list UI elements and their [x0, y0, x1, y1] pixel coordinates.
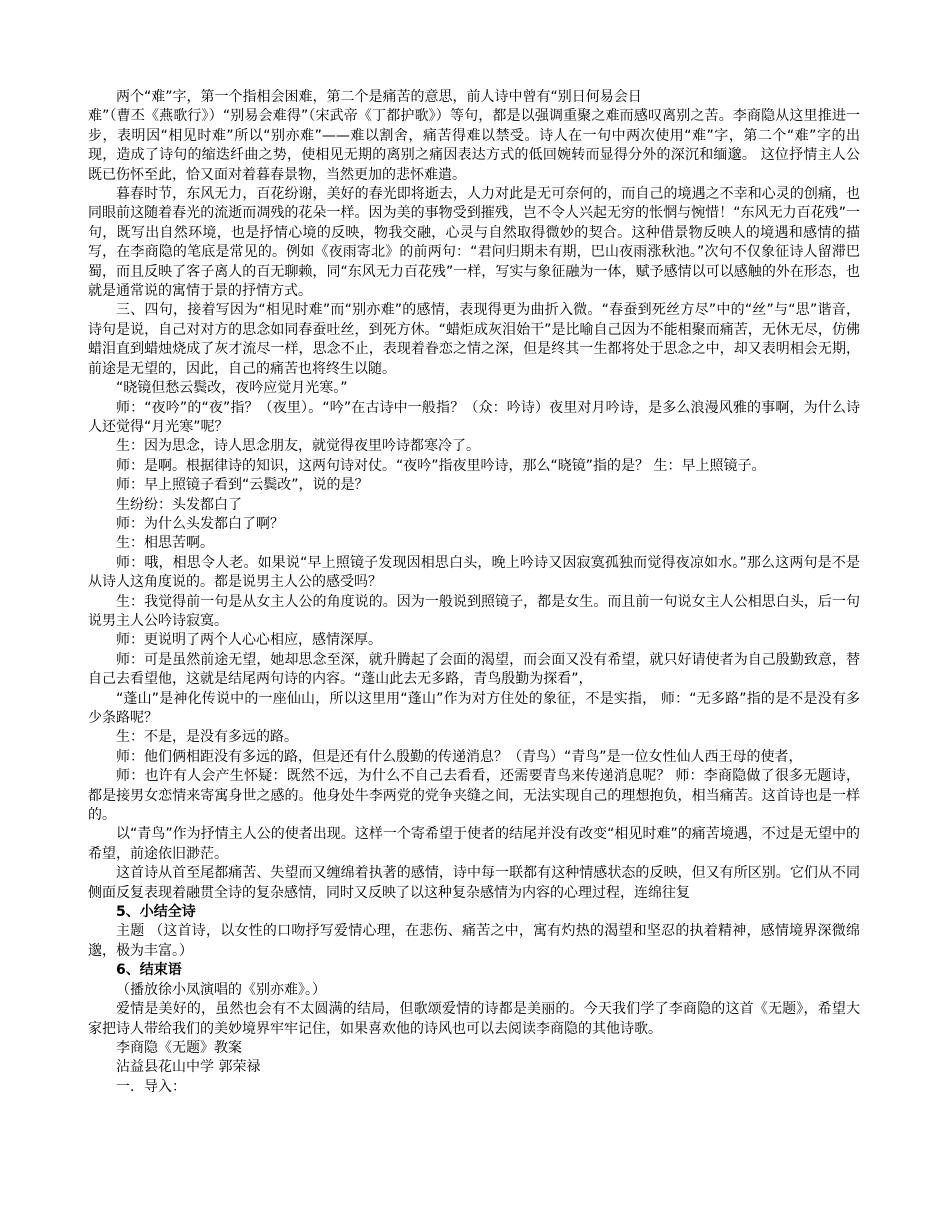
body-paragraph: 李商隐《无题》教案 [116, 1039, 242, 1056]
body-paragraph: 两个“难”字，第一个指相会困难，第二个是痛苦的意思，前人诗中曾有“别日何易会日 [116, 89, 642, 105]
body-paragraph: 爱情是美好的，虽然也会有不太圆满的结局，但歌颂爱情的诗都是美丽的。今天我们学了李商隐的这首《无题》，希望大家把诗人带给我们的美妙境界牢牢记住，如果喜欢他的诗风也可以去阅读李商隐的其他诗歌。 [88, 1001, 860, 1037]
body-paragraph: 师：为什么头发都白了啊？ [116, 515, 284, 532]
body-paragraph: 师：“夜吟”的“夜”指？（夜里）。“吟”在古诗中一般指？（众：吟诗）夜里对月吟诗，是多么浪漫风雅的事啊，为什么诗人还觉得“月光寒”呢？ [88, 399, 860, 435]
body-paragraph: 6、结束语 [116, 962, 182, 979]
body-paragraph: 师：哦，相思令人老。如果说“早上照镜子发现因相思白头，晚上吟诗又因寂寞孤独而觉得夜凉如水。”那么这两句是不是从诗人这角度说的。都是说男主人公的感受吗？ [88, 554, 860, 591]
body-paragraph: 师：是啊。根据律诗的知识，这两句诗对仗。“夜吟”指夜里吟诗，那么“晓镜”指的是？ 生：早上照镜子。 [116, 457, 766, 474]
body-paragraph: 主题 （这首诗，以女性的口吻抒写爱情心理，在悲伤、痛苦之中，寓有灼热的渴望和坚忍的执着精神，感情境界深微绵邈，极为丰富。） [88, 923, 860, 959]
body-paragraph: 生：我觉得前一句是从女主人公的角度说的。因为一般说到照镜子，都是女生。而且前一句说女主人公相思白头，后一句说男主人公吟诗寂寞。 [88, 593, 860, 629]
body-paragraph: 生：因为思念，诗人思念朋友，就觉得夜里吟诗都寒冷了。 [116, 438, 480, 455]
body-paragraph: 生：不是，是没有多远的路。 [116, 729, 298, 746]
body-paragraph: 沾益县花山中学 郭荣禄 [116, 1059, 261, 1076]
body-paragraph: “晓镜但愁云鬓改，夜吟应觉月光寒。” [116, 380, 348, 397]
body-paragraph: 师：可是虽然前途无望，她却思念至深，就升腾起了会面的渴望，而会面又没有希望，就只好请使者为自己殷勤致意，替自己去看望他，这就是结尾两句诗的内容。“蓬山此去无多路，青鸟殷勤为探看”， [88, 651, 860, 688]
document-page [88, 88, 860, 1097]
body-paragraph: 师：更说明了两个人心心相应，感情深厚。 [116, 632, 382, 649]
body-paragraph: 一．导入： [116, 1078, 186, 1095]
body-paragraph: “蓬山”是神化传说中的一座仙山，所以这里用“蓬山”作为对方住处的象征，不是实指， 师：“无多路”指的是不是没有多少条路呢？ [88, 690, 860, 726]
body-paragraph: 生：相思苦啊。 [116, 535, 214, 552]
body-paragraph: 师：早上照镜子看到“云鬓改”，说的是？ [116, 477, 369, 494]
body-paragraph: 这首诗从首至尾都痛苦、失望而又缠绵着执著的感情，诗中每一联都有这种情感状态的反映，但又有所区别。它们从不同侧面反复表现着融贯全诗的复杂感情，同时又反映了以这种复杂感情为内容的心理过程，连绵往复 [88, 865, 860, 901]
body-paragraph: 师：他们俩相距没有多远的路，但是还有什么殷勤的传递消息？（青鸟）“青鸟”是一位女性仙人西王母的使者， [116, 748, 803, 765]
body-paragraph: 生纷纷：头发都白了 [116, 496, 242, 513]
body-paragraph: 难”（曹丕《燕歌行》）“别易会难得”（宋武帝《丁都护歌》）等句，都是以强调重聚之难而感叹离别之苦。李商隐从这里推进一步，表明因“相见时难”所以“别亦难”——难以割舍，痛苦得难以禁受。诗人在一句中两次使用“难”字，第二个“难”字的出现，造成了诗句的缩迭纤曲之势，使相见无期的离别之痛因表达方式的低回婉转而显得分外的深沉和缅邈。 这位抒情主人公既已伤怀至此，恰又面对着暮春景物，当然更加的悲怀难遣。 [88, 108, 860, 183]
body-paragraph: 以“青鸟”作为抒情主人公的使者出现。这样一个寄希望于使者的结尾并没有改变“相见时难”的痛苦境遇，不过是无望中的希望，前途依旧渺茫。 [88, 826, 860, 862]
body-paragraph: 5、小结全诗 [116, 904, 196, 921]
body-paragraph: 三、四句，接着写因为“相见时难”而“别亦难”的感情，表现得更为曲折入微。“春蚕到死丝方尽”中的“丝”与“思”谐音，诗句是说，自己对对方的思念如同春蚕吐丝，到死方休。“蜡炬成灰泪始干”是比喻自己因为不能相聚而痛苦，无休无尽，仿佛蜡泪直到蜡烛烧成了灰才流尽一样，思念不止，表现着眷恋之情之深，但是终其一生都将处于思念之中，却又表明相会无期，前途是无望的，因此，自己的痛苦也将终生以随。 [88, 302, 860, 377]
body-paragraph: 暮春时节，东风无力，百花纷谢，美好的春光即将逝去，人力对此是无可奈何的，而自己的境遇之不幸和心灵的创痛，也同眼前这随着春光的流逝而凋残的花朵一样。因为美的事物受到摧残，岂不令人兴起无穷的怅惘与惋惜！“东风无力百花残”一句，既写出自然环境，也是抒情心境的反映，物我交融，心灵与自然取得微妙的契合。这种借景物反映人的境遇和感情的描写，在李商隐的笔底是常见的。例如《夜雨寄北》的前两句：“君问归期未有期，巴山夜雨涨秋池。”次句不仅象征诗人留滞巴蜀，而且反映了客子离人的百无聊赖，同“东风无力百花残”一样，写实与象征融为一体，赋予感情以可以感触的外在形态，也就是通常说的寓情于景的抒情方式。 [88, 186, 860, 300]
body-paragraph: 师：也许有人会产生怀疑：既然不远，为什么不自己去看看，还需要青鸟来传递消息呢？ 师：李商隐做了很多无题诗，都是接男女恋情来寄寓身世之感的。他身处牛李两党的党争夹缝之间，无法实现自己的理想抱负，相当痛苦。这首诗也是一样的。 [88, 768, 860, 824]
body-paragraph: （播放徐小凤演唱的《别亦难》。） [116, 981, 326, 998]
